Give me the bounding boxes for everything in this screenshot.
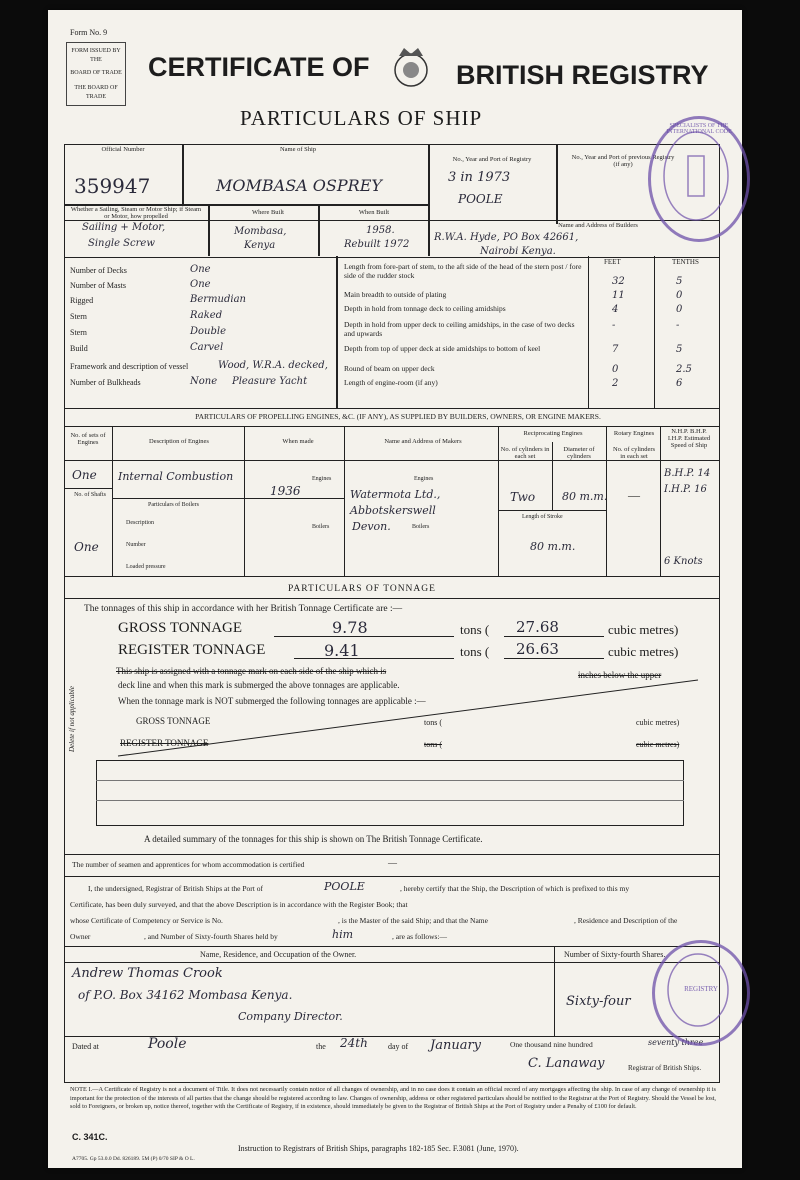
particular-value: None	[190, 376, 218, 387]
registry-port-sign: POOLE	[324, 880, 365, 893]
registrar-label: Registrar of British Ships.	[628, 1064, 702, 1072]
where-built-value: Kenya	[244, 240, 276, 251]
official-number: 359947	[74, 174, 151, 198]
when-built-label: When Built	[358, 209, 390, 216]
certify-line: I, the undersigned, Registrar of British Ships at the Port of	[88, 884, 263, 893]
subtitle: PARTICULARS OF SHIP	[240, 106, 483, 130]
dimension-feet: 4	[612, 304, 619, 315]
cubic-small: cubic metres)	[636, 740, 680, 749]
dated-year: seventy three	[648, 1038, 704, 1047]
where-built-value: Mombasa,	[234, 226, 287, 237]
deck-line-text: deck line and when this mark is submerged the above tonnages are applicable.	[118, 680, 400, 690]
stroke-value: 80 m.m.	[530, 540, 576, 553]
tonnage-intro: The tonnages of this ship in accordance with her British Tonnage Certificate are :—	[84, 604, 403, 614]
not-submerged-text: When the tonnage mark is NOT submerged the following tonnages are applicable :—	[118, 696, 426, 706]
tons-word: tons (	[460, 644, 490, 659]
particular-value: Bermudian	[190, 294, 246, 305]
owner-shares: Sixty-four	[566, 994, 631, 1009]
dimension-tenths: 0	[676, 304, 683, 315]
issuer-box	[66, 42, 126, 106]
registrar-signature: C. Lanaway	[528, 1056, 605, 1071]
certify-line: Certificate, has been duly surveyed, and that the above Description is in accordance with the Register Book; that	[70, 900, 408, 909]
dimension-tenths: 6	[676, 378, 683, 389]
maker-line: Devon.	[352, 520, 391, 533]
col-makers: Name and Address of Makers	[384, 438, 462, 445]
issuer-line: FORM ISSUED BY THE	[71, 48, 121, 63]
particular-value: Double	[190, 326, 226, 337]
dimension-label: Depth from top of upper deck at side amidships to bottom of keel	[344, 344, 541, 353]
issuer-line: THE BOARD OF TRADE	[74, 85, 118, 100]
dated-month: January	[430, 1038, 482, 1053]
delete-note-text: Delete if not applicable	[68, 686, 76, 752]
dimension-feet: -	[612, 320, 616, 331]
cubic-word: cubic metres)	[608, 622, 679, 637]
stamp-text: REGISTRY	[684, 985, 718, 993]
owner-name: Andrew Thomas Crook	[72, 966, 223, 981]
registry-port: POOLE	[458, 192, 503, 206]
dated-the: the	[316, 1042, 326, 1051]
dimension-feet: 7	[612, 344, 619, 355]
rotary-value: —	[628, 488, 640, 502]
international-code-stamp	[648, 116, 750, 242]
dimension-tenths: 5	[676, 276, 683, 287]
dimension-tenths: -	[676, 320, 680, 331]
cylinder-count: Two	[510, 490, 536, 504]
dimension-feet: 11	[612, 290, 625, 301]
cubic-small: cubic metres)	[636, 718, 680, 727]
tenths-header: TENTHS	[672, 258, 699, 266]
certify-line: whose Certificate of Competency or Service is No.	[70, 916, 223, 925]
col-rotary: Rotary Engines	[613, 430, 655, 437]
makers-boilers-label: Boilers	[412, 524, 430, 530]
dimension-label: Depth in hold from tonnage deck to ceiling amidships	[344, 304, 506, 313]
feet-header: FEET	[604, 258, 621, 266]
shares-held-by: him	[332, 928, 354, 941]
boiler-number-label: Number	[126, 542, 146, 548]
previous-registry-label: No., Year and Port of previous Registry (if any)	[571, 154, 675, 168]
particular-value: Wood, W.R.A. decked,	[218, 360, 328, 371]
print-code: A7705. Gp 53.0.0 Dd. 826189. 5M (P) 0/70 SIP & O L.	[72, 1156, 195, 1162]
particular-label: Stern	[70, 328, 87, 337]
ship-type-value: Sailing + Motor,	[82, 222, 166, 233]
register-tonnage-label: REGISTER TONNAGE	[118, 642, 266, 658]
engine-description: Internal Combustion	[118, 470, 234, 483]
particular-value: Carvel	[190, 342, 224, 353]
dated-day-of: day of	[388, 1042, 409, 1051]
dimension-label: Length from fore-part of stem, to the aft side of the head of the stern post / fore side of the rudder stock	[344, 262, 582, 280]
stamp-text: SPECIALISTS OF THE INTERNATIONAL CODE	[666, 123, 732, 135]
registry-label: No., Year and Port of Registry	[452, 156, 532, 163]
engine-year: 1936	[270, 484, 301, 498]
tonnage-notes-box	[96, 760, 684, 826]
registry-note: NOTE I.—A Certificate of Registry is not a document of Title. It does not necessarily contain notice of all changes of ownership, and in no case does it contain an official record of any mortgages affecting the ship. In case of any change of ownership it is important for the protection of the interests of all parties that the change should be registered according to law. Changes of ownership, address or other registered particulars should be notified to the Registrar at the Port of Registry. Should the Vessel be lost, sold to Foreigners, or broken up, notice thereof, together with the Certificate of Registry, if in existence, should immediately be given to the Registrar of British Ships at the Port of Registry under a Penalty of £100 for default.	[70, 1086, 716, 1111]
ship-type-value: Single Screw	[88, 238, 155, 249]
dimension-feet: 2	[612, 378, 619, 389]
registry-stamp	[652, 940, 750, 1046]
owner-address: of P.O. Box 34162 Mombasa Kenya.	[78, 988, 293, 1002]
particular-value: One	[190, 264, 211, 275]
particular-label: Number of Bulkheads	[70, 378, 141, 387]
form-code: C. 341C.	[72, 1132, 108, 1142]
dated-day: 24th	[340, 1036, 368, 1050]
dimension-tenths: 2.5	[676, 364, 692, 375]
crew-text: The number of seamen and apprentices for whom accommodation is certified	[72, 860, 305, 869]
dimension-tenths: 0	[676, 290, 683, 301]
certify-line: , Residence and Description of the	[574, 916, 678, 925]
engine-count: One	[72, 468, 97, 482]
builders-value: Nairobi Kenya.	[480, 246, 556, 257]
makers-engines-label: Engines	[414, 476, 434, 482]
dimension-tenths: 5	[676, 344, 683, 355]
hp-line: I.H.P. 16	[664, 484, 707, 495]
col-description: Description of Engines	[149, 438, 209, 445]
where-built-label: Where Built	[252, 209, 284, 216]
delete-note	[66, 674, 88, 754]
boiler-pressure-label: Loaded pressure	[126, 564, 166, 570]
register-small-label: REGISTER TONNAGE	[120, 738, 209, 748]
dimension-label: Main breadth to outside of plating	[344, 290, 447, 299]
col-rotary-cylinders: No. of cylinders in each set	[612, 446, 656, 460]
issuer-line: BOARD OF TRADE	[70, 70, 122, 76]
tonnage-mark-text: This ship is assigned with a tonnage mark on each side of the ship which is	[116, 666, 387, 676]
particular-value: One	[190, 279, 211, 290]
cylinder-diameter: 80 m.m.	[562, 490, 608, 503]
particular-extra: Pleasure Yacht	[232, 376, 308, 387]
certify-line: , is the Master of the said Ship; and that the Name	[338, 916, 488, 925]
tons-small: tons (	[424, 740, 442, 749]
particular-label: Stern	[70, 312, 87, 321]
hp-line: B.H.P. 14	[664, 468, 711, 479]
particular-label: Number of Decks	[70, 266, 127, 275]
particular-label: Number of Masts	[70, 281, 126, 290]
dimension-label: Length of engine-room (if any)	[344, 378, 438, 387]
owner-shares-label: Number of Sixty-fourth Shares.	[564, 950, 666, 959]
certificate-page	[48, 10, 742, 1168]
royal-crest-icon	[386, 42, 436, 92]
dimension-feet: 0	[612, 364, 619, 375]
owner-name-label: Name, Residence, and Occupation of the Owner.	[200, 950, 357, 959]
tonnage-summary: A detailed summary of the tonnages for this ship is shown on The British Tonnage Certificate.	[144, 834, 483, 844]
boilers-heading: Particulars of Boilers	[148, 502, 199, 508]
register-cubic: 26.63	[516, 640, 559, 658]
particular-value: Raked	[190, 310, 223, 321]
col-diameter: Diameter of cylinders	[563, 446, 595, 460]
when-built-value: 1958.	[366, 225, 395, 236]
col-when-made: When made	[282, 438, 314, 445]
shafts-label: No. of Shafts	[74, 492, 106, 498]
owner-occupation: Company Director.	[238, 1010, 343, 1023]
gross-tonnage-label: GROSS TONNAGE	[118, 620, 243, 636]
register-tons: 9.41	[324, 641, 360, 660]
stroke-label: Length of Stroke	[522, 514, 563, 520]
dimension-label: Round of beam on upper deck	[344, 364, 435, 373]
particular-label: Rigged	[70, 296, 94, 305]
builders-value: R.W.A. Hyde, PO Box 42661,	[434, 232, 579, 243]
official-number-label: Official Number	[101, 146, 145, 153]
form-number: Form No. 9	[70, 28, 108, 37]
boilers-row-label: Boilers	[312, 524, 330, 530]
builders-label: Name and Address of Builders	[558, 222, 638, 229]
particular-label: Framework and description of vessel	[70, 362, 189, 371]
certify-line: Owner	[70, 932, 91, 941]
when-built-value: Rebuilt 1972	[344, 239, 410, 250]
tonnage-heading: PARTICULARS OF TONNAGE	[288, 584, 436, 594]
title-left: CERTIFICATE OF	[148, 52, 370, 82]
maker-line: Abbotskerswell	[350, 504, 436, 517]
ship-speed: 6 Knots	[664, 556, 703, 567]
inches-text: inches below the upper	[578, 670, 662, 680]
crew-value: —	[388, 858, 397, 868]
particular-label: Build	[70, 344, 88, 353]
gross-tons: 9.78	[332, 618, 368, 637]
maker-line: Watermota Ltd.,	[350, 488, 441, 501]
ship-type-label: Whether a Sailing, Steam or Motor Ship; if Steam or Motor, how propelled	[70, 206, 202, 220]
col-cylinders: No. of cylinders in each set	[500, 446, 550, 460]
ship-name-label: Name of Ship	[279, 146, 317, 153]
engines-row-label: Engines	[312, 476, 332, 482]
ship-name: MOMBASA OSPREY	[216, 176, 382, 195]
certify-line: , hereby certify that the Ship, the Description of which is prefixed to this my	[400, 884, 630, 893]
title-right: BRITISH REGISTRY	[456, 60, 709, 90]
dated-label: Dated at	[72, 1042, 99, 1051]
dated-year-text: One thousand nine hundred	[510, 1040, 593, 1049]
dimension-label: Depth in hold from upper deck to ceiling amidships, in the case of two decks and upwards	[344, 320, 575, 338]
col-horsepower: N.H.P. B.H.P. I.H.P. Estimated Speed of Ship	[667, 428, 711, 449]
shaft-count: One	[74, 540, 99, 554]
instruction-line: Instruction to Registrars of British Ships, paragraphs 182-185 Sec. F.3081 (June, 1970).	[238, 1144, 519, 1153]
dimension-feet: 32	[612, 276, 625, 287]
tons-word: tons (	[460, 622, 490, 637]
engines-heading: PARTICULARS OF PROPELLING ENGINES, &C. (IF ANY), AS SUPPLIED BY BUILDERS, OWNERS, OR ENGINE MAKERS.	[195, 412, 601, 421]
cubic-word: cubic metres)	[608, 644, 679, 659]
registry-number-year: 3 in 1973	[448, 170, 511, 185]
gross-cubic: 27.68	[516, 618, 559, 636]
col-no-engines: No. of sets of Engines	[70, 432, 106, 446]
tons-small: tons (	[424, 718, 442, 727]
gross-small-label: GROSS TONNAGE	[136, 716, 211, 726]
col-reciprocating: Reciprocating Engines	[523, 430, 583, 437]
certify-line: , are as follows:—	[392, 932, 447, 941]
boiler-description-label: Description	[126, 520, 154, 526]
dated-place: Poole	[148, 1036, 187, 1052]
certify-line: , and Number of Sixty-fourth Shares held by	[144, 932, 278, 941]
